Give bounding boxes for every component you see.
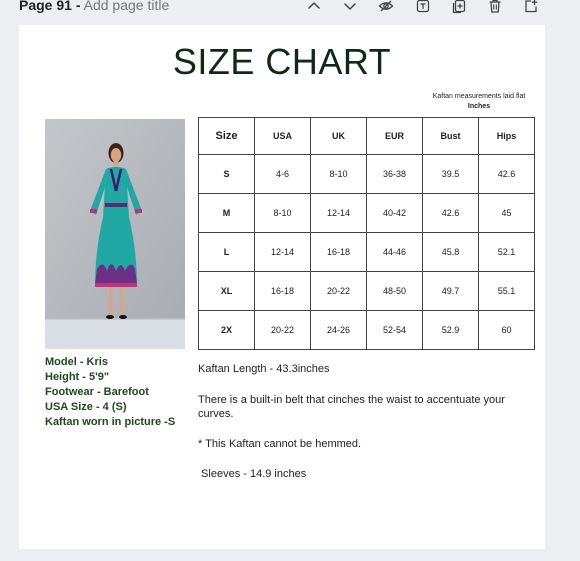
header-hips: Hips xyxy=(479,118,535,155)
page-header xyxy=(0,0,580,18)
size-cell: L xyxy=(199,233,255,272)
bust-cell: 42.6 xyxy=(423,194,479,233)
add-page-button[interactable] xyxy=(450,0,468,14)
uk-cell: 24-26 xyxy=(311,311,367,350)
page-title-input[interactable]: Add page title xyxy=(83,0,170,13)
table-row xyxy=(199,155,535,194)
hide-page-button[interactable] xyxy=(377,0,395,14)
hide-eye-icon xyxy=(378,0,394,14)
kaftan-length: Kaftan Length - 43.3inches xyxy=(198,363,330,375)
size-chart-title: SIZE CHART xyxy=(172,41,392,82)
page-number: Page 91 - xyxy=(19,0,81,13)
table-row xyxy=(199,233,535,272)
size-table xyxy=(198,117,535,350)
model-info xyxy=(45,355,175,430)
model-usa-size: USA Size - 4 (S) xyxy=(45,401,127,413)
belt-note: There is a built-in belt that cinches the waist to accentuate your curves. xyxy=(198,394,505,420)
header-eur: EUR xyxy=(367,118,423,155)
table-row xyxy=(199,272,535,311)
description xyxy=(198,362,528,481)
page-label xyxy=(19,0,169,13)
notes-icon xyxy=(415,0,431,14)
model-worn-size: Kaftan worn in picture -S xyxy=(45,416,176,428)
usa-cell: 20-22 xyxy=(255,311,311,350)
trash-icon xyxy=(487,0,503,14)
usa-cell: 4-6 xyxy=(255,155,311,194)
add-page-icon xyxy=(451,0,467,14)
eur-cell: 52-54 xyxy=(367,311,423,350)
hips-cell: 52.1 xyxy=(479,233,535,272)
hips-cell: 55.1 xyxy=(479,272,535,311)
measurement-note-line1: Kaftan measurements laid flat xyxy=(432,93,526,100)
eur-cell: 48-50 xyxy=(367,272,423,311)
eur-cell: 44-46 xyxy=(367,233,423,272)
table-row xyxy=(199,311,535,350)
model-photo xyxy=(45,119,185,349)
hem-note: * This Kaftan cannot be hemmed. xyxy=(198,438,362,450)
chevron-up-icon xyxy=(306,0,322,14)
size-cell: M xyxy=(199,194,255,233)
sleeves-length: Sleeves - 14.9 inches xyxy=(198,468,307,480)
design-page[interactable] xyxy=(19,25,545,549)
model-height: Height - 5'9" xyxy=(45,371,110,383)
measurement-note xyxy=(414,92,544,112)
eur-cell: 36-38 xyxy=(367,155,423,194)
size-cell: S xyxy=(199,155,255,194)
model-photo-illustration xyxy=(45,119,185,349)
uk-cell: 20-22 xyxy=(311,272,367,311)
bust-cell: 45.8 xyxy=(423,233,479,272)
header-size: Size xyxy=(199,118,255,155)
notes-button[interactable] xyxy=(414,0,432,14)
model-footwear: Footwear - Barefoot xyxy=(45,386,149,398)
measurement-note-unit: Inches xyxy=(467,103,491,110)
uk-cell: 12-14 xyxy=(311,194,367,233)
header-usa: USA xyxy=(255,118,311,155)
move-page-down-button[interactable] xyxy=(341,0,359,14)
usa-cell: 16-18 xyxy=(255,272,311,311)
uk-cell: 16-18 xyxy=(311,233,367,272)
header-uk: UK xyxy=(311,118,367,155)
size-cell: XL xyxy=(199,272,255,311)
table-header-row xyxy=(199,118,535,155)
hips-cell: 42.6 xyxy=(479,155,535,194)
bust-cell: 52.9 xyxy=(423,311,479,350)
bust-cell: 49.7 xyxy=(423,272,479,311)
share-icon xyxy=(523,0,539,14)
chevron-down-icon xyxy=(342,0,358,14)
usa-cell: 8-10 xyxy=(255,194,311,233)
uk-cell: 8-10 xyxy=(311,155,367,194)
move-page-up-button[interactable] xyxy=(305,0,323,14)
share-page-button[interactable] xyxy=(522,0,540,14)
hips-cell: 60 xyxy=(479,311,535,350)
size-cell: 2X xyxy=(199,311,255,350)
table-row xyxy=(199,194,535,233)
hips-cell: 45 xyxy=(479,194,535,233)
eur-cell: 40-42 xyxy=(367,194,423,233)
model-name: Model - Kris xyxy=(45,356,108,368)
bust-cell: 39.5 xyxy=(423,155,479,194)
delete-page-button[interactable] xyxy=(486,0,504,14)
usa-cell: 12-14 xyxy=(255,233,311,272)
header-bust: Bust xyxy=(423,118,479,155)
